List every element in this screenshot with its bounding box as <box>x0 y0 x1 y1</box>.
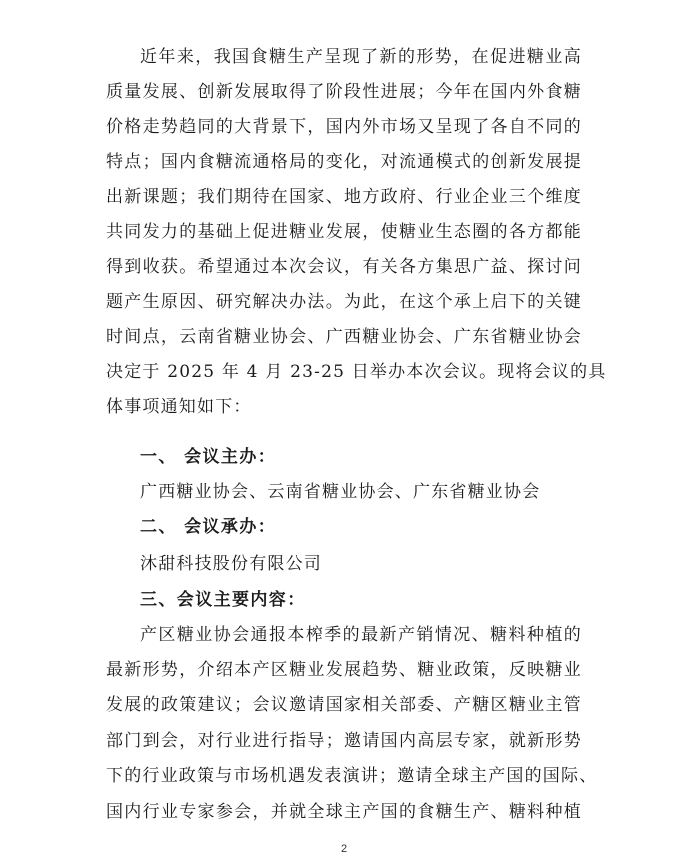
content-line: 发展的政策建议；会议邀请国家相关部委、产糖区糖业主管 <box>106 695 582 715</box>
content-line: 产区糖业协会通报本榨季的最新产销情况、糖料种植的 <box>140 625 582 645</box>
section-body-organizer: 广西糖业协会、云南省糖业协会、广东省糖业协会 <box>140 482 541 502</box>
section-body-undertaker: 沐甜科技股份有限公司 <box>140 554 322 574</box>
section-heading-undertaker: 二、 会议承办： <box>140 517 277 537</box>
intro-line: 近年来，我国食糖生产呈现了新的形势，在促进糖业高 <box>140 47 582 67</box>
intro-line: 质量发展、创新发展取得了阶段性进展；今年在国内外食糖 <box>106 82 582 102</box>
section-heading-content: 三、会议主要内容： <box>140 590 306 610</box>
intro-line: 得到收获。希望通过本次会议，有关各方集思广益、探讨问 <box>106 257 582 277</box>
content-line: 国内行业专家参会，并就全球主产国的食糖生产、糖料种植 <box>106 802 582 822</box>
intro-line: 出新课题；我们期待在国家、地方政府、行业企业三个维度 <box>106 187 582 207</box>
intro-line: 共同发力的基础上促进糖业发展，使糖业生态圈的各方都能 <box>106 222 582 242</box>
intro-line: 题产生原因、研究解决办法。为此，在这个承上启下的关键 <box>106 292 582 312</box>
content-line: 最新形势，介绍本产区糖业发展趋势、糖业政策，反映糖业 <box>106 660 582 680</box>
intro-line: 价格走势趋同的大背景下，国内外市场又呈现了各自不同的 <box>106 117 582 137</box>
section-heading-organizer: 一、 会议主办： <box>140 447 277 467</box>
intro-line: 时间点，云南省糖业协会、广西糖业协会、广东省糖业协会 <box>106 327 582 347</box>
content-line: 下的行业政策与市场机遇发表演讲；邀请全球主产国的国际、 <box>106 766 598 786</box>
intro-line: 体事项通知如下： <box>106 397 252 417</box>
intro-line: 特点；国内食糖流通格局的变化，对流通模式的创新发展提 <box>106 152 582 172</box>
content-line: 部门到会，对行业进行指导；邀请国内高层专家，就新形势 <box>106 731 582 751</box>
intro-line: 决定于 2025 年 4 月 23-25 日举办本次会议。现将会议的具 <box>106 362 607 382</box>
page-number: 2 <box>340 843 348 855</box>
